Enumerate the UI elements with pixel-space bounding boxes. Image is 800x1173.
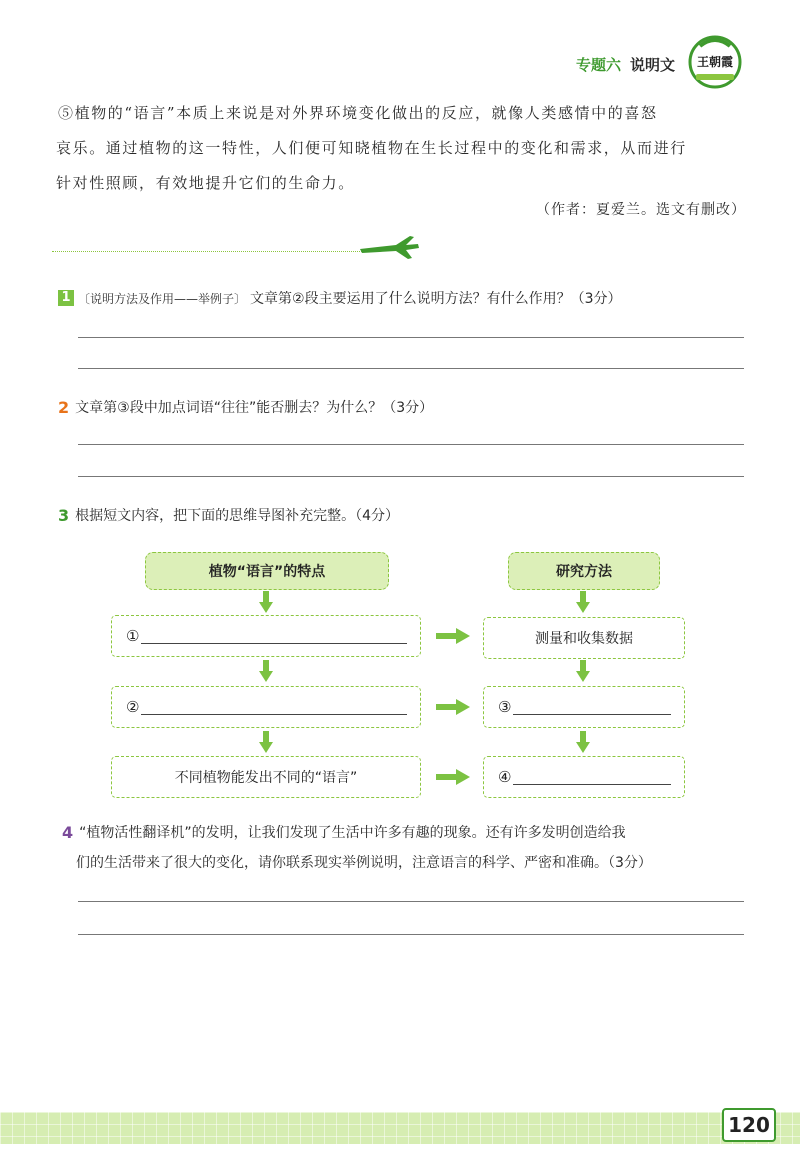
fill-blank[interactable] (513, 700, 671, 715)
question-4 (62, 818, 746, 878)
question-tag: 〔说明方法及作用——举例子〕 (78, 291, 247, 306)
blank-marker: ① (126, 627, 140, 645)
arrow-right-icon (436, 699, 470, 715)
passage-line: 针对性照顾，有效地提升它们的生命力。 (56, 174, 355, 192)
arrow-right-icon (436, 769, 470, 785)
footer-grid-band (0, 1112, 800, 1144)
answer-line[interactable] (78, 901, 744, 902)
mindmap-left-box-2[interactable] (111, 686, 421, 728)
mindmap-right-box-3[interactable] (483, 756, 685, 798)
mindmap-right-box-2[interactable] (483, 686, 685, 728)
arrow-down-icon (576, 660, 590, 682)
mindmap-left-box-3 (111, 756, 421, 798)
question-text: 根据短文内容，把下面的思维导图补充完整。（4分） (75, 508, 400, 524)
question-1 (58, 288, 621, 308)
blank-marker: ② (126, 698, 140, 716)
passage-line: ⑤植物的“语言”本质上来说是对外界环境变化做出的反应，就像人类感情中的喜怒 (58, 104, 658, 122)
question-2 (58, 397, 433, 417)
question-number: 3 (58, 505, 70, 525)
blank-marker: ④ (498, 768, 512, 786)
question-text: 文章第②段主要运用了什么说明方法？有什么作用？（3分） (250, 291, 622, 307)
answer-line[interactable] (78, 444, 744, 445)
section-divider (52, 251, 370, 252)
blank-marker: ③ (498, 698, 512, 716)
answer-line[interactable] (78, 368, 744, 369)
arrow-down-icon (576, 731, 590, 753)
mindmap-item-text: 不同植物能发出不同的“语言” (174, 770, 358, 786)
arrow-down-icon (259, 660, 273, 682)
question-3 (58, 505, 399, 525)
arrow-down-icon (259, 731, 273, 753)
question-number: 2 (58, 397, 70, 417)
airplane-icon (356, 230, 420, 260)
publisher-logo (686, 32, 744, 90)
passage (56, 96, 746, 201)
question-number: 4 (62, 823, 74, 842)
mindmap-left-head: 植物“语言”的特点 (145, 552, 389, 590)
arrow-down-icon (576, 591, 590, 613)
question-text: 文章第③段中加点词语“往往”能否删去？为什么？（3分） (75, 400, 434, 416)
passage-line: 哀乐。通过植物的这一特性，人们便可知晓植物在生长过程中的变化和需求，从而进行 (56, 139, 687, 157)
page-number: 120 (722, 1108, 776, 1142)
header-title: 说明文 (630, 56, 676, 74)
mindmap-left-box-1[interactable] (111, 615, 421, 657)
header-topic: 专题六 (576, 56, 622, 74)
answer-line[interactable] (78, 934, 744, 935)
fill-blank[interactable] (141, 629, 407, 644)
question-text: “植物活性翻译机”的发明，让我们发现了生活中许多有趣的现象。还有许多发明创造给我 (79, 825, 626, 841)
mindmap-right-head: 研究方法 (508, 552, 660, 590)
question-text: 们的生活带来了很大的变化，请你联系现实举例说明，注意语言的科学、严密和准确。（3分） (76, 855, 652, 871)
answer-line[interactable] (78, 476, 744, 477)
passage-credit: （作者：夏爱兰。选文有删改） (536, 202, 746, 218)
answer-line[interactable] (78, 337, 744, 338)
mindmap-item-text: 测量和收集数据 (535, 631, 633, 647)
svg-text:王朝霞: 王朝霞 (696, 55, 734, 69)
fill-blank[interactable] (513, 770, 671, 785)
arrow-right-icon (436, 628, 470, 644)
arrow-down-icon (259, 591, 273, 613)
question-number: 1 (58, 290, 74, 306)
mindmap-right-box-1 (483, 617, 685, 659)
fill-blank[interactable] (141, 700, 407, 715)
